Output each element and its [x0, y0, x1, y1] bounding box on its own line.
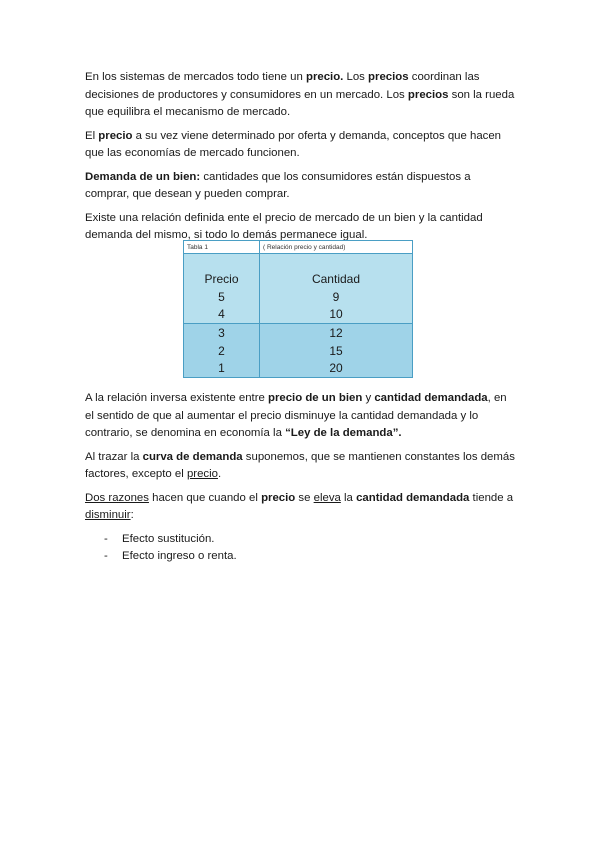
- bold-text: cantidad demandada: [356, 491, 470, 504]
- table-row: [184, 360, 413, 378]
- document-body: [85, 69, 515, 251]
- table-row: [184, 342, 413, 360]
- text: tiende a: [469, 491, 514, 504]
- list-item-text: Efecto sustitución.: [122, 532, 215, 545]
- text: Al trazar la: [85, 450, 143, 463]
- column-header-quantity: Cantidad: [260, 270, 413, 288]
- table: [183, 240, 413, 378]
- table-row: [184, 306, 413, 324]
- text: Los: [343, 71, 369, 83]
- text: :: [130, 509, 134, 521]
- bold-text: curva de demanda: [142, 450, 243, 463]
- paragraph-7: [85, 490, 515, 525]
- text: se: [295, 491, 314, 504]
- text: hacen que cuando el: [148, 491, 262, 504]
- cell-quantity: 9: [260, 288, 413, 306]
- cell-quantity: 20: [260, 360, 413, 378]
- list-dash: -: [104, 550, 108, 562]
- text: A la relación inversa existente entre: [85, 392, 268, 404]
- reasons-list: [85, 531, 515, 566]
- text: la: [340, 491, 357, 504]
- price-quantity-table: [183, 240, 413, 384]
- text: cantidades que los consumidores están dispuestos a comprar, que desean y pueden comprar.: [85, 170, 471, 200]
- cell-price: 2: [184, 342, 260, 360]
- text: y: [362, 392, 375, 404]
- text: El: [85, 129, 99, 142]
- text: son la rueda que equilibra el mecanismo de mercado.: [85, 88, 515, 118]
- underlined-text: precio: [186, 468, 218, 480]
- table-caption-left: Tabla 1: [184, 241, 260, 254]
- table-header-row: [184, 270, 413, 288]
- underlined-text: disminuir: [85, 509, 131, 521]
- cell-price: 4: [184, 306, 260, 324]
- bold-text: cantidad demandada: [374, 392, 488, 404]
- paragraph-5: [85, 390, 515, 443]
- paragraph-3: [85, 169, 515, 204]
- table-caption-right: ( Relación precio y cantidad): [260, 241, 413, 254]
- list-item-text: Efecto ingreso o renta.: [122, 550, 237, 562]
- cell-quantity: 15: [260, 342, 413, 360]
- underlined-text: Dos razones: [85, 491, 149, 504]
- bold-text: precios: [368, 71, 409, 83]
- text: suponemos, que se mantienen constantes los demás factores, excepto el: [85, 450, 515, 480]
- text: , en el sentido de que al aumentar el precio disminuye la cantidad demandada y lo contrario, se denomina en economía la: [85, 392, 507, 439]
- paragraph-2: [85, 128, 515, 163]
- document-body-continued: [85, 390, 515, 566]
- bold-text: precio.: [305, 71, 344, 83]
- bold-text: precio: [261, 491, 296, 504]
- cell-quantity: 10: [260, 306, 413, 324]
- column-header-price: Precio: [184, 270, 260, 288]
- bold-text: precios: [407, 88, 449, 101]
- text: .: [217, 468, 222, 480]
- bold-text: Demanda de un bien:: [85, 170, 201, 183]
- list-dash: -: [104, 532, 108, 545]
- paragraph-1: [85, 69, 515, 122]
- table-caption-row: [184, 241, 413, 254]
- bold-text: precio: [98, 129, 133, 142]
- bold-text: “Ley de la demanda”.: [285, 427, 402, 439]
- text: En los sistemas de mercados todo tiene un: [85, 71, 306, 83]
- underlined-text: eleva: [313, 491, 341, 504]
- bold-text: precio de un bien: [267, 392, 363, 404]
- text: coordinan las decisiones de productores y consumidores en un mercado. Los: [85, 71, 480, 101]
- list-item: [104, 548, 515, 566]
- table-row: [184, 288, 413, 306]
- cell-price: 3: [184, 324, 260, 342]
- text: a su vez viene determinado por oferta y demanda, conceptos que hacen que las economías de mercado funcionen.: [85, 129, 502, 159]
- paragraph-6: [85, 449, 515, 484]
- text: Existe una relación definida ente el precio de mercado de un bien y la cantidad demanda del mismo, si todo lo demás permanece igual.: [85, 211, 483, 241]
- cell-price: 1: [184, 360, 260, 378]
- table-row: [184, 324, 413, 342]
- list-item: [104, 531, 515, 549]
- cell-price: 5: [184, 288, 260, 306]
- cell-quantity: 12: [260, 324, 413, 342]
